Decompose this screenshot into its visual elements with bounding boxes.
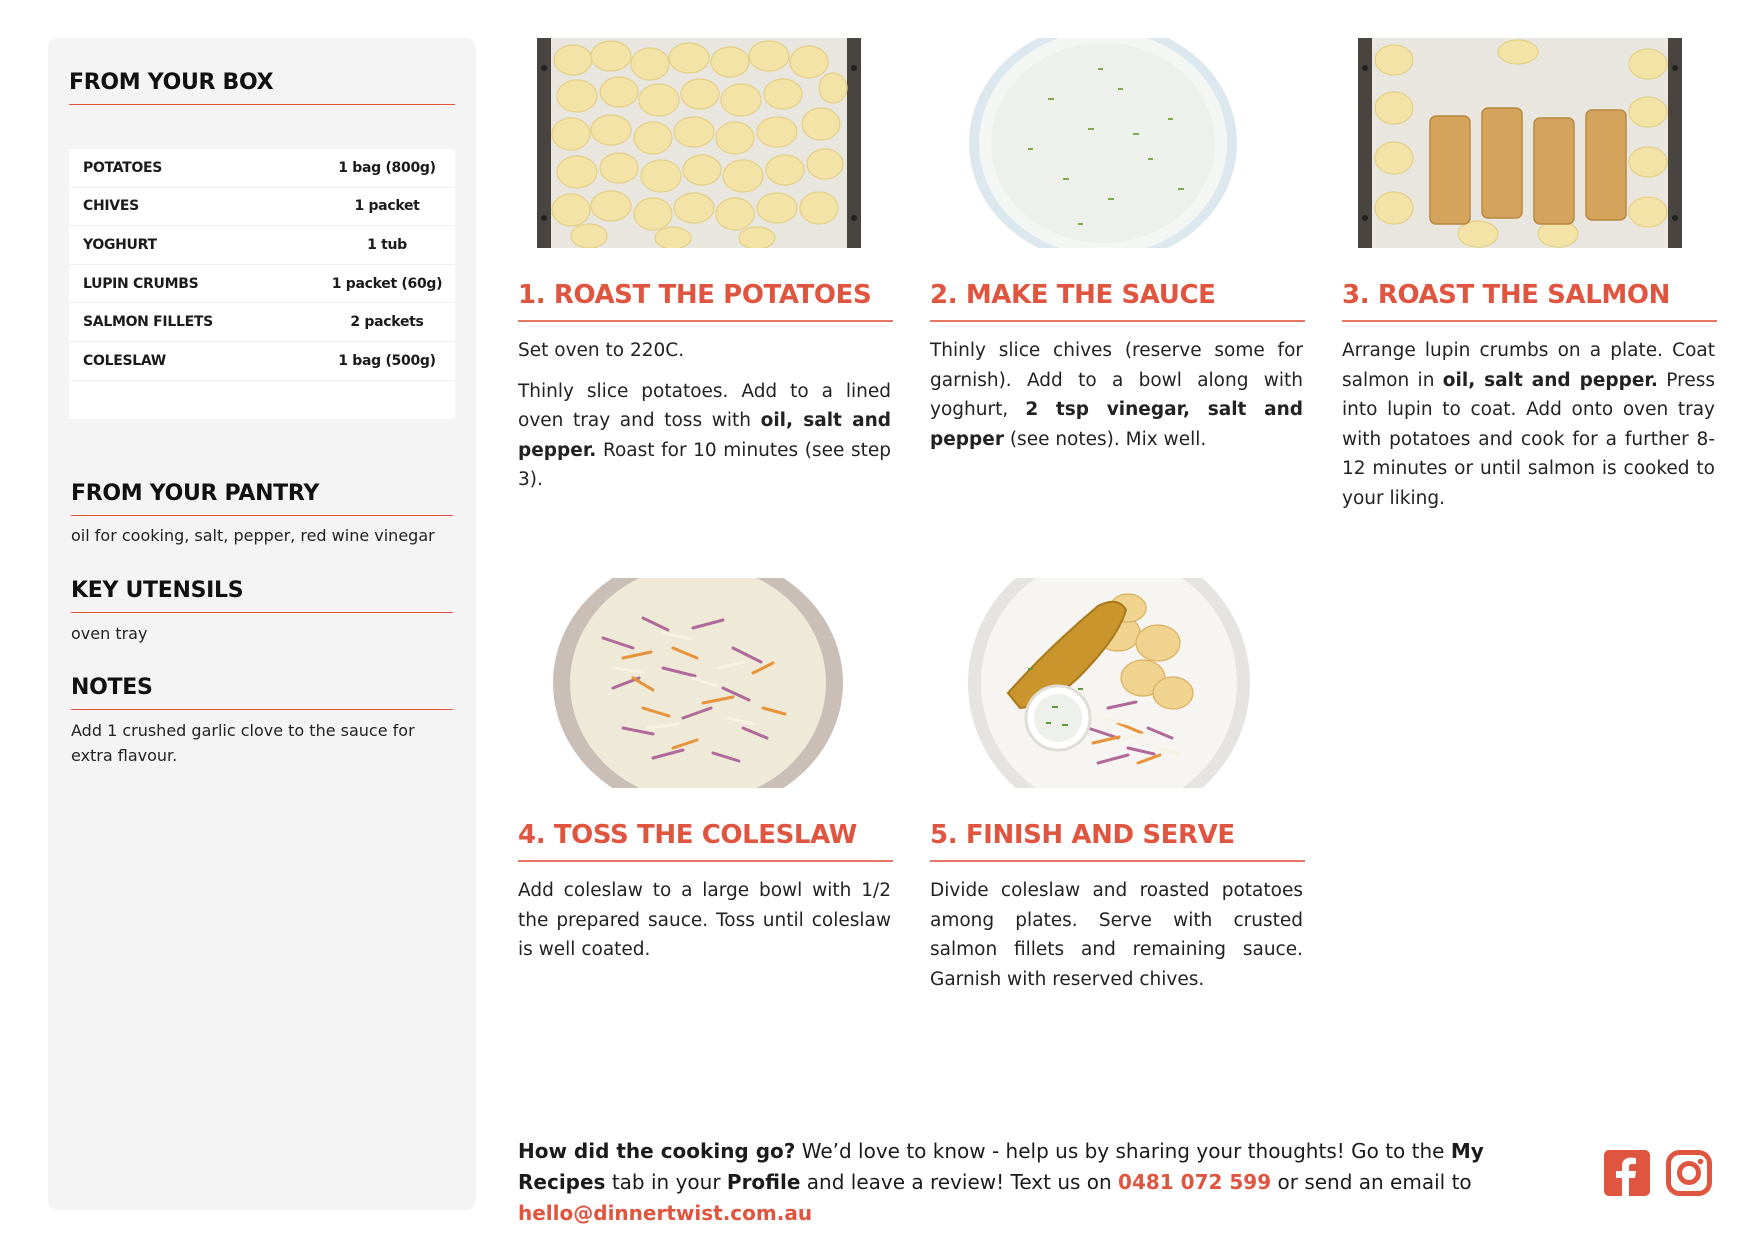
ingredient-qty: 2 packets xyxy=(350,314,424,331)
step-1-rule xyxy=(518,320,893,322)
footer-text-4: or send an email to xyxy=(1271,1170,1472,1194)
ingredient-row xyxy=(69,265,455,304)
step-4-text: Add coleslaw to a large bowl with 1/2 the prepared sauce. Toss until coleslaw is well coated. xyxy=(518,880,891,960)
ingredient-qty: 1 packet (60g) xyxy=(331,275,443,292)
step-2-body xyxy=(930,336,1303,465)
key-utensils-title: KEY UTENSILS xyxy=(71,578,244,603)
step-3-text-a: Arrange lupin crumbs on a plate. Coat salmon in xyxy=(1342,340,1715,391)
ingredient-name: COLESLAW xyxy=(83,352,166,369)
ingredient-row xyxy=(69,149,455,188)
step-3-title: 3. ROAST THE SALMON xyxy=(1342,280,1670,310)
pantry-title-rule xyxy=(71,515,453,516)
ingredient-name: POTATOES xyxy=(83,159,163,176)
plated-dish-image xyxy=(968,578,1250,788)
profile-link[interactable]: Profile xyxy=(726,1170,801,1194)
pantry-text: oil for cooking, salt, pepper, red wine vinegar xyxy=(71,526,435,545)
step-1-text-2 xyxy=(518,377,891,495)
ingredient-name: SALMON FILLETS xyxy=(83,314,213,331)
step-1-text-2a: Thinly slice potatoes. Add to a lined oven tray and toss with xyxy=(518,380,891,431)
ingredient-name: CHIVES xyxy=(83,198,139,215)
footer-text-1: We’d love to know - help us by sharing your thoughts! Go to the xyxy=(795,1139,1451,1163)
feedback-footer xyxy=(518,1136,1578,1229)
step-2-text-b: 2 tsp vinegar, salt and pepper xyxy=(930,399,1303,450)
potatoes-tray-image xyxy=(537,38,861,248)
step-3-text-c: Press into lupin to coat. Add onto oven tray with potatoes and cook for a further 8-12 minutes or until salmon is cooked to your liking. xyxy=(1342,369,1715,509)
ingredient-row xyxy=(69,226,455,265)
from-your-pantry-title: FROM YOUR PANTRY xyxy=(71,481,319,506)
notes-text: Add 1 crushed garlic clove to the sauce for extra flavour. xyxy=(71,721,415,765)
footer-text-2: tab in your xyxy=(605,1170,727,1194)
phone-link[interactable]: 0481 072 599 xyxy=(1118,1170,1272,1194)
ingredient-row xyxy=(69,342,455,381)
step-3-body xyxy=(1342,336,1715,524)
ingredient-qty: 1 bag (800g) xyxy=(338,159,436,176)
ingredient-name: LUPIN CRUMBS xyxy=(83,275,199,292)
ingredients-sidebar xyxy=(48,38,476,1210)
step-4-body xyxy=(518,876,891,976)
step-2-text-c: (see notes). Mix well. xyxy=(1003,428,1207,450)
step-2-photo xyxy=(968,38,1238,248)
step-5-text: Divide coleslaw and roasted potatoes among plates. Serve with crusted salmon fillets and remaining sauce. Garnish with reserved chives. xyxy=(930,880,1303,990)
step-1-title: 1. ROAST THE POTATOES xyxy=(518,280,872,310)
step-2-title: 2. MAKE THE SAUCE xyxy=(930,280,1216,310)
ingredient-qty: 1 packet xyxy=(354,198,420,215)
step-1-photo xyxy=(537,38,861,248)
step-2-text-a: Thinly slice chives (reserve some for garnish). Add to a bowl along with yoghurt, xyxy=(930,340,1303,420)
ingredient-qty: 1 bag (500g) xyxy=(338,352,436,369)
notes-title: NOTES xyxy=(71,675,153,700)
step-5-photo xyxy=(968,578,1250,788)
step-4-title: 4. TOSS THE COLESLAW xyxy=(518,820,857,850)
step-1-text-2c: Roast for 10 minutes (see step 3). xyxy=(518,439,891,490)
step-2-text xyxy=(930,336,1303,454)
ingredient-name: YOGHURT xyxy=(83,236,157,253)
my-recipes-link[interactable]: My Recipes xyxy=(518,1139,1484,1194)
instagram-icon[interactable] xyxy=(1666,1150,1712,1196)
yoghurt-bowl-image xyxy=(968,38,1238,248)
step-3-rule xyxy=(1342,320,1717,322)
ingredients-table xyxy=(69,149,455,419)
step-4-rule xyxy=(518,860,893,862)
step-3-text xyxy=(1342,336,1715,513)
step-3-photo xyxy=(1358,38,1682,248)
from-your-box-title: FROM YOUR BOX xyxy=(69,70,274,95)
salmon-tray-image xyxy=(1358,38,1682,248)
step-4-photo xyxy=(553,578,843,788)
footer-question: How did the cooking go? xyxy=(518,1139,796,1163)
step-3-text-b: oil, salt and pepper. xyxy=(1442,369,1658,391)
footer-text-3: and leave a review! Text us on xyxy=(800,1170,1119,1194)
utensils-text: oven tray xyxy=(71,624,148,643)
coleslaw-bowl-image xyxy=(553,578,843,788)
ingredient-qty: 1 tub xyxy=(367,236,407,253)
utensils-title-rule xyxy=(71,612,453,613)
step-1-text-1: Set oven to 220C. xyxy=(518,340,685,361)
step-2-rule xyxy=(930,320,1305,322)
facebook-icon[interactable] xyxy=(1604,1150,1650,1196)
step-5-title: 5. FINISH AND SERVE xyxy=(930,820,1235,850)
step-1-body xyxy=(518,336,891,506)
step-1-text-2b: oil, salt and pepper. xyxy=(518,410,891,461)
step-5-rule xyxy=(930,860,1305,862)
step-5-body xyxy=(930,876,1303,1005)
ingredient-row xyxy=(69,303,455,342)
notes-title-rule xyxy=(71,709,453,710)
email-link[interactable]: hello@dinnertwist.com.au xyxy=(518,1201,813,1225)
ingredient-row xyxy=(69,188,455,227)
box-title-rule xyxy=(69,104,455,105)
